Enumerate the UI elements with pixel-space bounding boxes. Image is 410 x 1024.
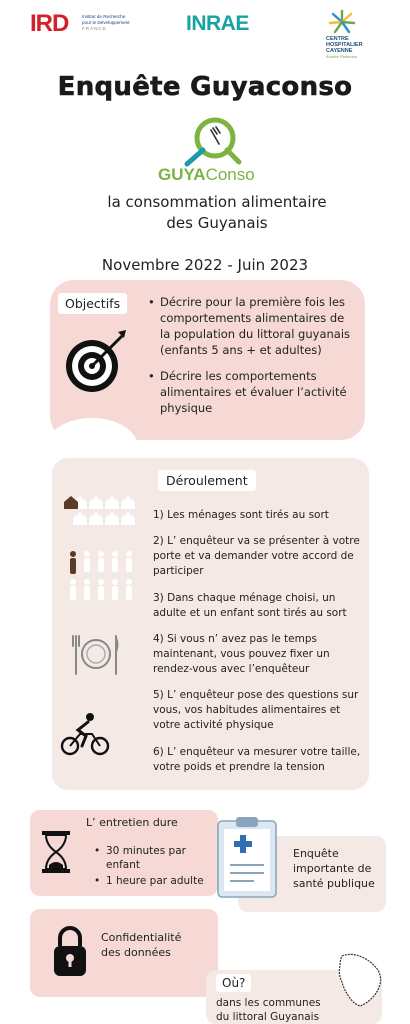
houses-icon [62,494,140,528]
deroulement-label: Déroulement [158,470,256,491]
ird-logo-mark: IRD [30,10,69,37]
ird-line-3: FRANCE [82,26,107,31]
plate-cutlery-icon [70,630,122,678]
clipboard-icon [214,815,280,901]
guyane-map-icon [334,950,386,1010]
chc-line-2: HOSPITALIER [326,42,363,48]
duree-item: • 1 heure par adulte [94,874,214,888]
subtitle: la consommation alimentaire des Guyanais [107,193,327,232]
inrae-logo: INRAE [186,12,249,35]
ou-label: Où? [216,974,251,992]
chc-logo [316,8,386,64]
step-2: 2) L’ enquêteur va se présenter à votre porte et va demander votre accord de participer [153,535,360,577]
brand-part-2: Conso [205,165,255,184]
brand-part-1: GUYA [158,165,206,184]
chc-line-4: Andrée Rosemon [326,54,358,59]
enquete-text: Enquête importante de santé publique [293,847,375,890]
step-1: 1) Les ménages sont tirés au sort [153,509,329,521]
confidentialite-text: Confidentialité des données [101,931,182,959]
ird-logo [30,8,140,40]
duree-title: L’ entretien dure [86,816,178,829]
guyaconso-wordmark [158,165,255,185]
chc-line-3: CAYENNE [326,48,353,54]
people-icon [62,550,142,606]
duree-item: • 30 minutes par enfant [94,844,214,872]
page-title: Enquête Guyaconso [57,72,353,102]
ou-text: dans les communes du littoral Guyanais [216,997,321,1023]
chc-sun-icon [322,8,362,38]
step-5: 5) L’ enquêteur pose des questions sur vous, vos habitudes alimentaires et votre activité physique [153,689,359,731]
step-3: 3) Dans chaque ménage choisi, un adulte et un enfant sont tirés au sort [153,592,347,619]
objectif-item: • Décrire les comportements alimentaires et évaluer l’activité physique [148,368,358,416]
objectif-item: • Décrire pour la première fois les comportements alimentaires de la population du littoral guyanais (enfants 5 ans + et adultes) [148,294,358,358]
ird-logo-text [82,14,142,32]
cyclist-icon [60,712,110,756]
lock-icon [52,924,88,978]
chc-line-1: CENTRE [326,36,349,42]
target-icon [58,328,130,396]
ird-line-1: Institut de Recherche [82,14,126,19]
step-4: 4) Si vous n’ avez pas le temps maintenant, vous pouvez fixer un rendez-vous avec l’enquêteur [153,633,330,675]
duree-list [94,844,214,898]
objectifs-label: Objectifs [58,293,127,314]
survey-period: Novembre 2022 - Juin 2023 [101,256,309,274]
objectifs-list [148,294,358,426]
ird-line-2: pour le Développement [82,20,130,25]
chc-logo-text [326,36,363,60]
hourglass-icon [40,830,72,874]
step-6: 6) L’ enquêteur va mesurer votre taille, votre poids et prendre la tension [153,746,361,773]
